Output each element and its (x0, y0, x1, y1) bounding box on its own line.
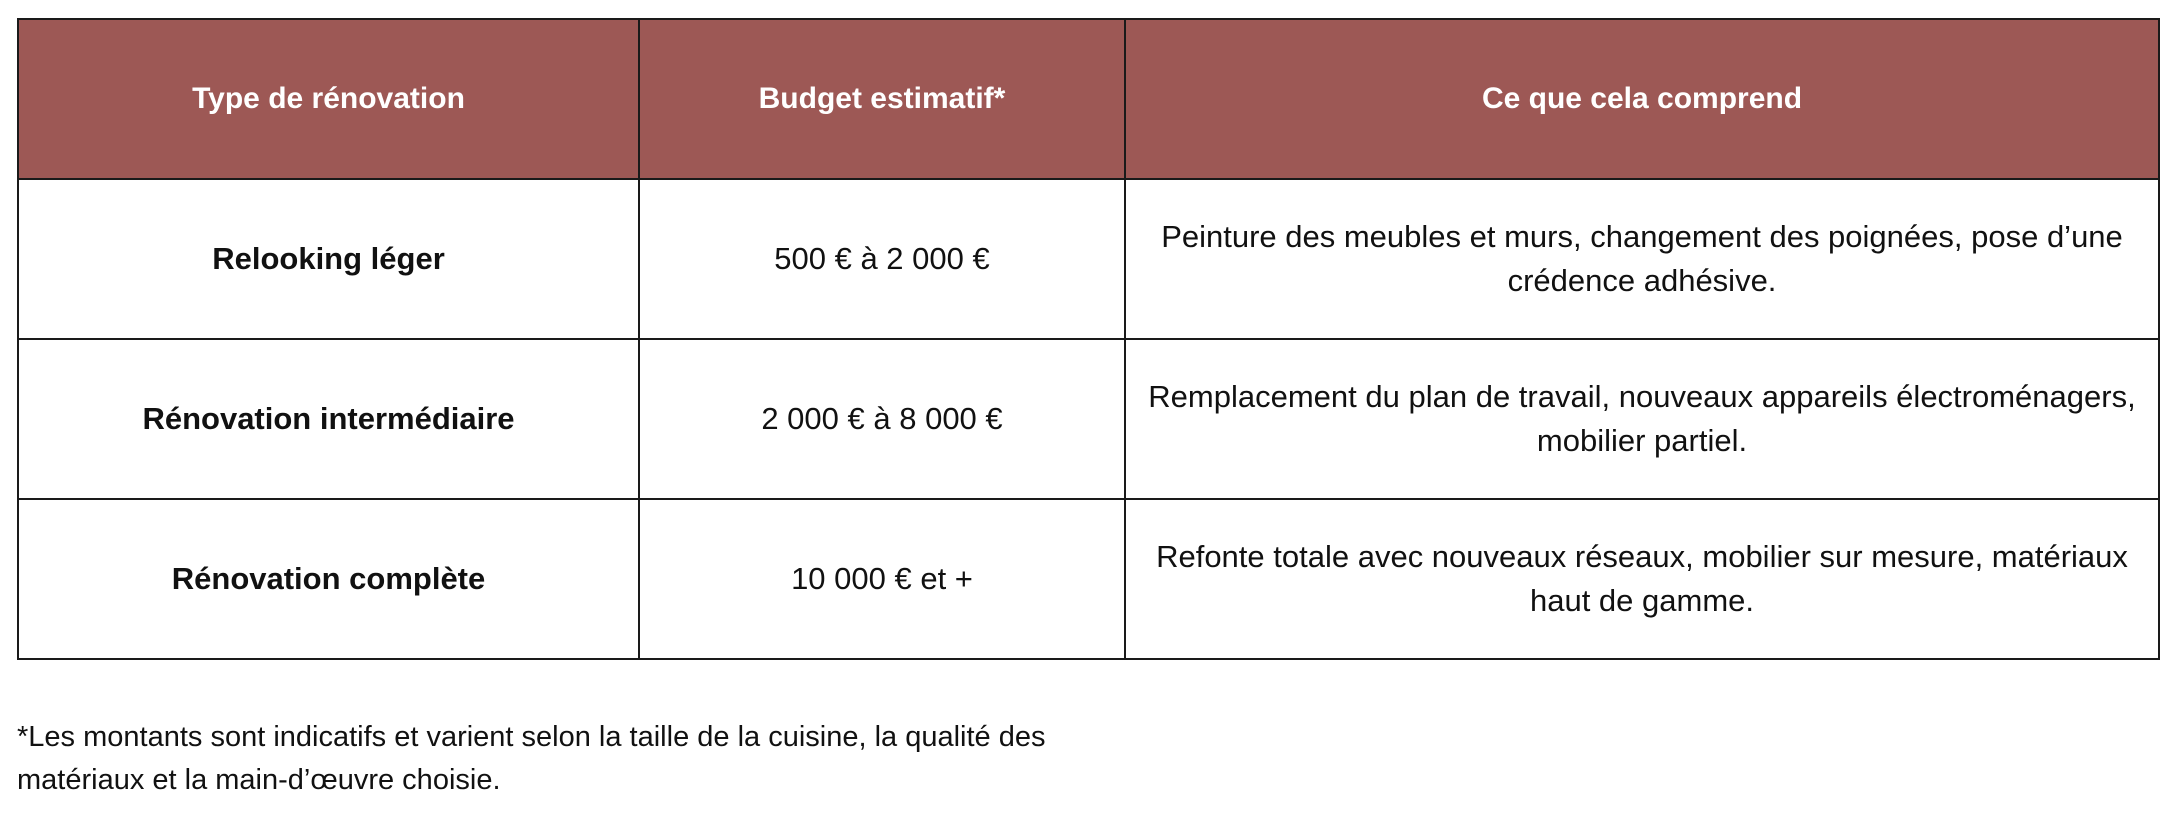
header-type: Type de rénovation (18, 19, 639, 179)
cell-type: Relooking léger (18, 179, 639, 339)
header-row (18, 19, 2159, 179)
table-body (18, 179, 2159, 659)
cell-budget: 10 000 € et + (639, 499, 1125, 659)
footnote-line-1: *Les montants sont indicatifs et varient selon la taille de la cuisine, la qualité des (17, 721, 1046, 753)
cell-description: Peinture des meubles et murs, changement des poignées, pose d’une crédence adhésive. (1125, 179, 2159, 339)
table-row (18, 499, 2159, 659)
cell-budget: 500 € à 2 000 € (639, 179, 1125, 339)
cell-type: Rénovation complète (18, 499, 639, 659)
cell-description: Remplacement du plan de travail, nouveaux appareils électroménagers, mobilier partiel. (1125, 339, 2159, 499)
renovation-budget-table (17, 18, 2160, 660)
budget-footnote (17, 716, 1247, 802)
header-budget: Budget estimatif* (639, 19, 1125, 179)
cell-budget: 2 000 € à 8 000 € (639, 339, 1125, 499)
cell-type: Rénovation intermédiaire (18, 339, 639, 499)
renovation-budget-table-container (17, 18, 2158, 660)
table-row (18, 339, 2159, 499)
table-row (18, 179, 2159, 339)
cell-description: Refonte totale avec nouveaux réseaux, mobilier sur mesure, matériaux haut de gamme. (1125, 499, 2159, 659)
table-header (18, 19, 2159, 179)
footnote-line-2: matériaux et la main-d’œuvre choisie. (17, 764, 501, 796)
header-description: Ce que cela comprend (1125, 19, 2159, 179)
